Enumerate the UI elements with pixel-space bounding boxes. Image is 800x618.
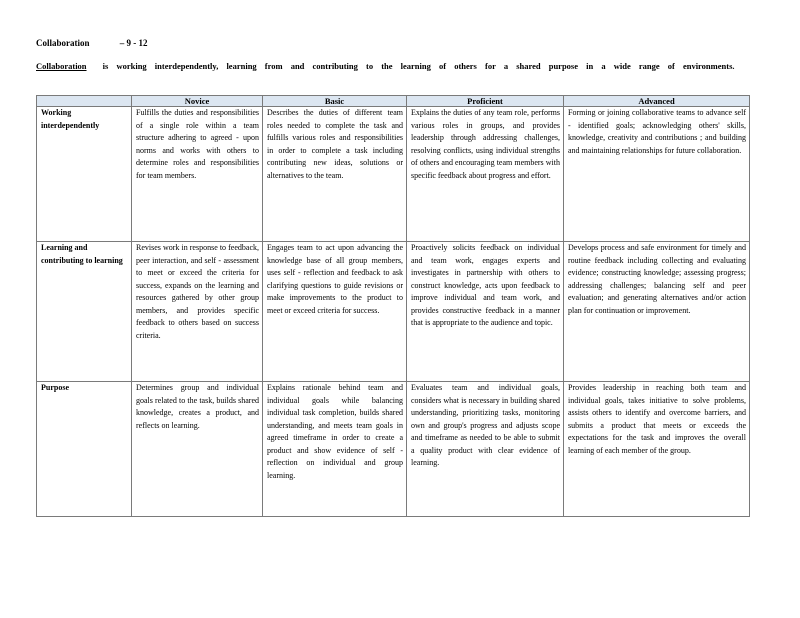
column-header-proficient: Proficient [407, 96, 564, 107]
column-header-novice: Novice [132, 96, 263, 107]
column-header-basic: Basic [263, 96, 407, 107]
page-title [36, 38, 148, 48]
rubric-cell-proficient: Proactively solicits feedback on individual and team work, engages experts and investigates in partnership with others to construct knowledge, acts upon feedback to improve individual and team work, and provides constructive feedback in a manner that is appropriate to the audience and topic. [407, 242, 564, 382]
rubric-cell-basic: Explains rationale behind team and individual goals while balancing individual task completion, builds shared understanding, and meets team goals in agreed timeframe in order to create a product and show evidence of self - reflection on individual and group learning. [263, 382, 407, 517]
rubric-cell-novice: Fulfills the duties and responsibilities of a single role within a team structure adhering to agreed - upon norms and works with others to determine roles and responsibilities for team members. [132, 107, 263, 242]
rubric-row-purpose [37, 382, 750, 517]
rubric-cell-advanced: Provides leadership in reaching both team and individual goals, takes initiative to solve problems, assists others to identify and overcome barriers, and submits a product that meets or exceeds the expectations for the task and improves the overall learning of each member of the group. [564, 382, 750, 517]
column-header [37, 96, 132, 107]
rubric-cell-advanced: Develops process and safe environment for timely and routine feedback including collecting and evaluating evidence; constructing knowledge; assessing progress; addressing challenges; balancing self and peer evaluation; and generating alternatives and/or action plan for continuation or improvement. [564, 242, 750, 382]
row-label: Working interdependently [37, 107, 132, 242]
definition-text: is working interdependently, learning from and contributing to the learning of others for a shared purpose in a wide range of environments. [102, 61, 735, 71]
rubric-cell-advanced: Forming or joining collaborative teams to advance self - identified goals; acknowledging others' skills, knowledge, creativity and contributions ; and building and maintaining relationships for future collaboration. [564, 107, 750, 242]
rubric-row-working-interdependently [37, 107, 750, 242]
rubric-cell-proficient: Evaluates team and individual goals, considers what is necessary in building shared understanding, prioritizing tasks, monitoring own and group's progress and adjusts scope and timeframe as needed to be able to submit a quality product with clear evidence of learning. [407, 382, 564, 517]
rubric-cell-novice: Revises work in response to feedback, peer interaction, and self - assessment to meet or exceed the criteria for success, expands on the learning and resources gathered by other group members, and provides specific feedback to others based on success criteria. [132, 242, 263, 382]
row-label: Purpose [37, 382, 132, 517]
rubric-cell-basic: Engages team to act upon advancing the knowledge base of all group members, uses self - reflection and feedback to ask clarifying questions to guide revisions or make improvements to the product to meet or exceed criteria for success. [263, 242, 407, 382]
grade-range: – 9 - 12 [119, 38, 148, 48]
column-header-advanced: Advanced [564, 96, 750, 107]
rubric-cell-basic: Describes the duties of different team roles needed to complete the task and fulfills various roles and responsibilities in order to complete a task including contributing new ideas, solutions or alternatives to the team. [263, 107, 407, 242]
rubric-cell-novice: Determines group and individual goals related to the task, builds shared knowledge, creates a product, and reflects on learning. [132, 382, 263, 517]
rubric-cell-proficient: Explains the duties of any team role, performs various roles in groups, and provides leadership through addressing challenges, resolving conflicts, using individual strengths of others and encouraging team members with specific feedback about progress and effort. [407, 107, 564, 242]
definition-paragraph [36, 60, 752, 73]
rubric-table [36, 95, 750, 517]
title-text: Collaboration [36, 38, 90, 48]
definition-term: Collaboration [36, 61, 87, 71]
row-label: Learning and contributing to learning [37, 242, 132, 382]
rubric-row-learning-contributing [37, 242, 750, 382]
rubric-header-row [37, 96, 750, 107]
